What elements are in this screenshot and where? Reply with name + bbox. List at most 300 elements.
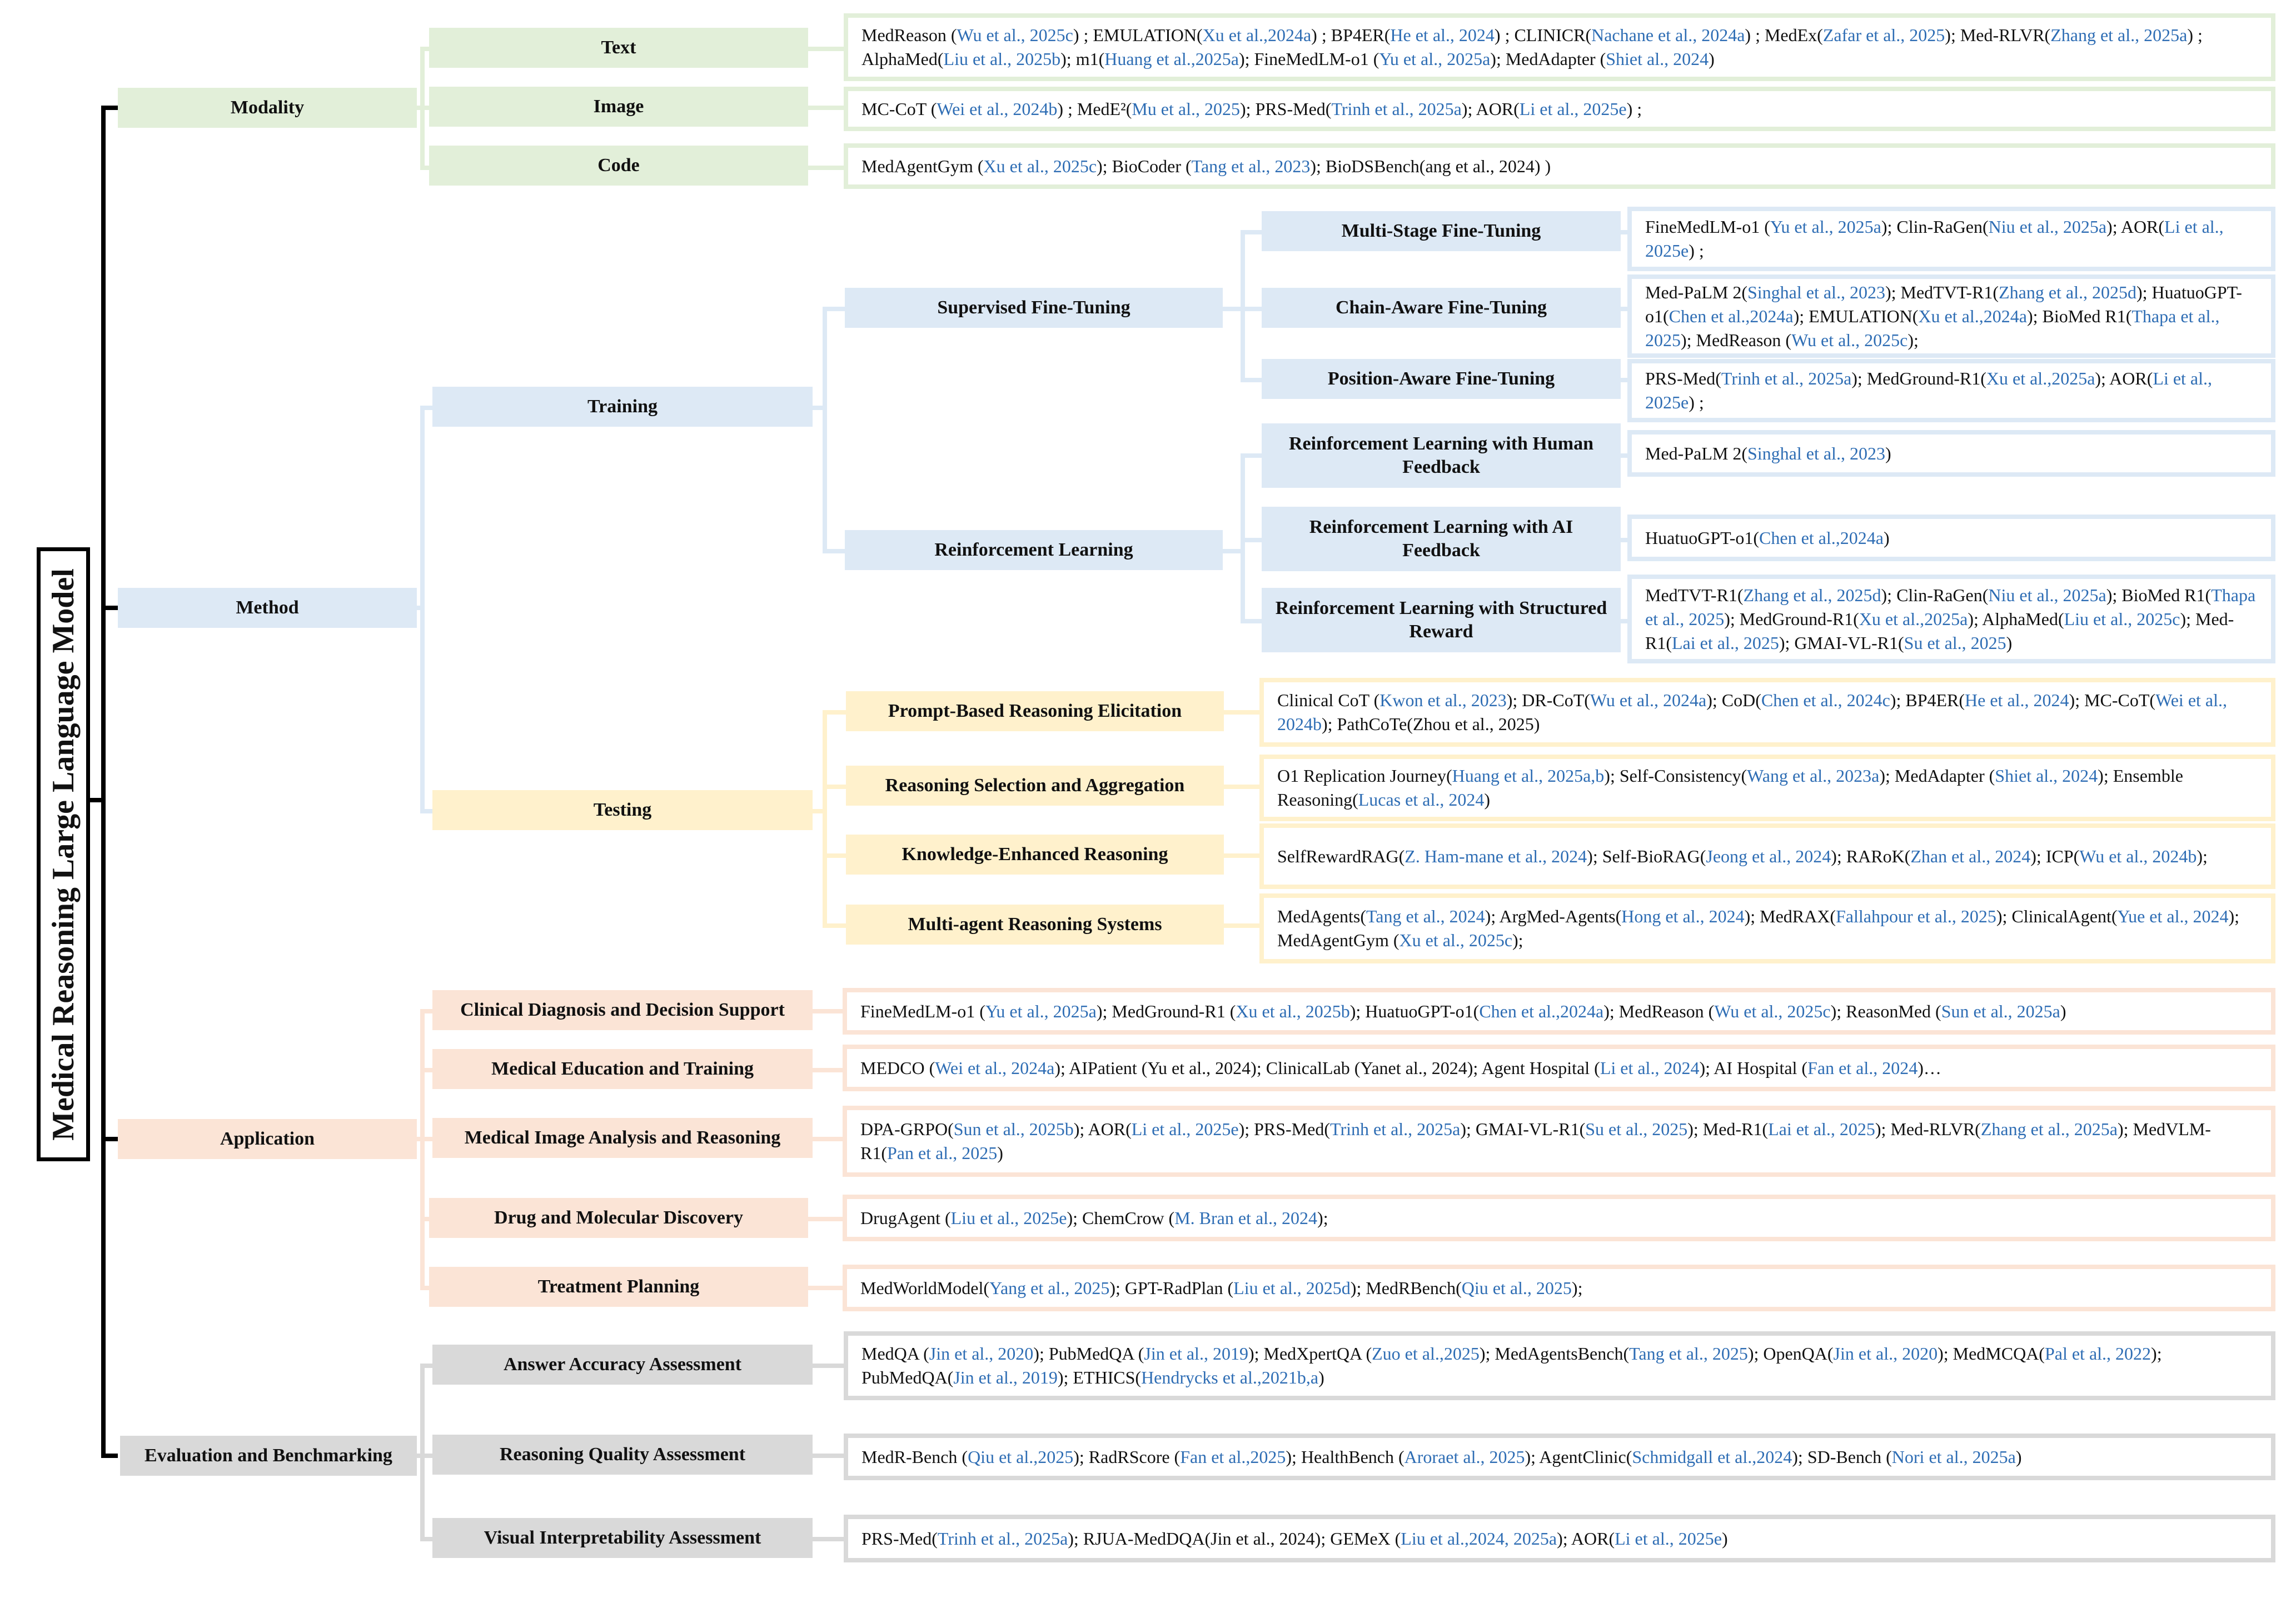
reference-text: ); CoD( xyxy=(1706,690,1761,710)
testing-branch-knowledge xyxy=(823,853,847,858)
citation-link: Wu et al., 2025c xyxy=(1714,1001,1831,1021)
citation-link: Jin et al., 2020 xyxy=(929,1344,1034,1364)
knowledge-refs xyxy=(1277,845,2258,868)
reference-text: ); m1( xyxy=(1060,49,1105,69)
spine-to-evaluation xyxy=(101,1454,118,1458)
rl-node xyxy=(845,530,1223,570)
reference-text: ); Ensemble Reasoning( xyxy=(1277,766,2183,810)
application-label: Application xyxy=(220,1128,315,1149)
citation-link: Kwon et al., 2023 xyxy=(1379,690,1507,710)
multi-stage-refs-box xyxy=(1627,207,2275,271)
testing-label: Testing xyxy=(593,800,652,820)
reference-text: ); ClinicalAgent( xyxy=(1996,906,2118,926)
reference-text: ); RJUA-MedDQA(Jin et al., 2024); GEMeX ( xyxy=(1068,1528,1401,1549)
citation-link: Huang et al., 2025a,b xyxy=(1452,766,1605,786)
citation-link: Xu et al.,2024a xyxy=(1918,306,2027,326)
testing-branch-line xyxy=(823,710,827,928)
citation-link: Tang et al., 2024 xyxy=(1366,906,1485,926)
reference-text: ); RadRScore ( xyxy=(1073,1446,1181,1467)
reference-text: ); RARoK( xyxy=(1831,846,1911,866)
prompt-label: Prompt-Based Reasoning Elicitation xyxy=(888,701,1182,721)
citation-link: Aroraet al., 2025 xyxy=(1404,1446,1525,1467)
reference-text: ); MedReason ( xyxy=(1681,329,1792,350)
reference-text: MEDCO ( xyxy=(860,1057,935,1078)
root-label: Medical Reasoning Large Language Model xyxy=(46,568,81,1141)
reference-text: MedTVT-R1( xyxy=(1645,585,1744,605)
reference-text: ); MedAgentGym ( xyxy=(1277,906,2240,950)
rlhf-label: Reinforcement Learning with Human Feedback xyxy=(1288,433,1594,477)
citation-link: Zhang et al., 2025d xyxy=(1999,282,2136,302)
image-refs xyxy=(861,97,2258,121)
citation-link: Z. Ham-mane et al., 2024 xyxy=(1405,846,1587,866)
testing-branch-multiagent xyxy=(823,923,847,928)
structured-refs-box xyxy=(1627,575,2275,663)
citation-link: Singhal et al., 2023 xyxy=(1747,443,1885,463)
evaluation-node xyxy=(120,1436,417,1476)
sft-branch-multi xyxy=(1241,230,1263,234)
citation-link: Yu et al., 2025a xyxy=(1379,49,1491,69)
citation-link: Xu et al.,2025a xyxy=(1859,608,1968,629)
visual-label: Visual Interpretability Assessment xyxy=(484,1527,761,1548)
citation-link: Nori et al., 2025a xyxy=(1891,1446,2016,1467)
sft-branch-line xyxy=(1241,230,1245,382)
reference-text: ); Self-Consistency( xyxy=(1604,766,1747,786)
drug-node xyxy=(429,1198,808,1238)
citation-link: Niu et al., 2025a xyxy=(1988,585,2106,605)
citation-link: Trinh et al., 2025a xyxy=(1330,1119,1461,1139)
image-label: Image xyxy=(593,96,644,117)
training-branch-rl xyxy=(823,549,846,553)
clinical-label: Clinical Diagnosis and Decision Support xyxy=(460,1000,785,1020)
position-aware-label: Position-Aware Fine-Tuning xyxy=(1327,368,1555,389)
citation-link: Liu et al., 2025c xyxy=(2064,608,2180,629)
reference-text: ); ICP( xyxy=(2030,846,2080,866)
reference-text: ); MedRBench( xyxy=(1350,1277,1462,1298)
rlhf-refs xyxy=(1645,442,2258,466)
reference-text: FineMedLM-o1 ( xyxy=(1645,217,1770,237)
training-branch-sft xyxy=(823,307,846,311)
reference-text: ); AlphaMed( xyxy=(1968,608,2064,629)
selection-node xyxy=(846,766,1224,806)
reference-text: ); xyxy=(1512,930,1523,950)
reference-text: ) ; MedE²( xyxy=(1057,98,1132,119)
citation-link: Wei et al., 2024b xyxy=(937,98,1058,119)
reference-text: ); ArgMed-Agents( xyxy=(1485,906,1622,926)
education-node xyxy=(432,1049,813,1089)
citation-link: Zafar et al., 2025 xyxy=(1822,25,1945,45)
text-node xyxy=(429,28,808,68)
citation-link: Wu et al., 2025c xyxy=(1791,329,1908,350)
reference-text: ) xyxy=(2015,1446,2022,1467)
selection-to-refs xyxy=(1224,785,1261,789)
citation-link: Yu et al., 2025a xyxy=(1770,217,1881,237)
reference-text: ); HuatuoGPT-o1( xyxy=(1645,282,2242,326)
education-to-refs xyxy=(813,1068,844,1072)
citation-link: Fan et al.,2025 xyxy=(1180,1446,1286,1467)
reference-text: ) ; EMULATION( xyxy=(1073,25,1203,45)
reference-text: ); GMAI-VL-R1( xyxy=(1460,1119,1586,1139)
reference-text: DPA-GRPO( xyxy=(860,1119,954,1139)
reference-text: DrugAgent ( xyxy=(860,1207,951,1228)
selection-label: Reasoning Selection and Aggregation xyxy=(885,775,1185,796)
reference-text: ); ChemCrow ( xyxy=(1067,1207,1175,1228)
reference-text: ) xyxy=(1709,49,1715,69)
reference-text: HuatuoGPT-o1( xyxy=(1645,527,1760,548)
text-refs xyxy=(861,23,2258,71)
citation-link: Pan et al., 2025 xyxy=(887,1143,998,1163)
reference-text: MedAgents( xyxy=(1277,906,1366,926)
citation-link: Trinh et al., 2025a xyxy=(1721,368,1852,388)
reference-text: ); PRS-Med( xyxy=(1238,1119,1331,1139)
position-aware-refs-box xyxy=(1627,359,2275,422)
reference-text: ); BioMed R1( xyxy=(2106,585,2212,605)
visual-refs-box xyxy=(844,1515,2275,1562)
citation-link: Wu et al., 2025c xyxy=(957,25,1073,45)
sft-label: Supervised Fine-Tuning xyxy=(937,297,1130,318)
image-analysis-label: Medical Image Analysis and Reasoning xyxy=(464,1127,781,1148)
citation-link: Thapa et al., 2025 xyxy=(1645,585,2256,629)
text-to-refs xyxy=(808,47,845,51)
selection-refs-box xyxy=(1259,755,2275,821)
knowledge-refs-box xyxy=(1259,823,2275,889)
sft-node xyxy=(845,288,1223,328)
spine-to-method xyxy=(101,606,118,610)
evaluation-branch-accuracy xyxy=(420,1364,434,1368)
citation-link: Li et al., 2025e xyxy=(1645,368,2213,412)
treatment-to-refs xyxy=(808,1286,844,1290)
citation-link: Thapa et al., 2025 xyxy=(1645,306,2220,350)
reference-text: ) xyxy=(1318,1367,1324,1387)
citation-link: Liu et al., 2025d xyxy=(1233,1277,1351,1298)
reference-text: ); PRS-Med( xyxy=(1239,98,1332,119)
citation-link: Tang et al., 2023 xyxy=(1191,156,1311,176)
reference-text: ); ReasonMed ( xyxy=(1830,1001,1941,1021)
reference-text: ); MedRAX( xyxy=(1744,906,1836,926)
citation-link: Qiu et al.,2025 xyxy=(968,1446,1074,1467)
structured-label: Reinforcement Learning with Structured Reward xyxy=(1275,598,1607,642)
reference-text: ) xyxy=(1484,790,1490,810)
citation-link: Shiet al., 2024 xyxy=(1995,766,2098,786)
citation-link: Wu et al., 2024b xyxy=(2079,846,2197,866)
citation-link: Wang et al., 2023a xyxy=(1747,766,1880,786)
reference-text: ); Med-RLVR( xyxy=(1945,25,2051,45)
treatment-node xyxy=(429,1267,808,1307)
rlhf-refs-box xyxy=(1627,430,2275,477)
rl-branch-rlaif xyxy=(1241,538,1263,542)
training-label: Training xyxy=(587,396,658,417)
education-refs-box xyxy=(843,1045,2275,1091)
citation-link: Liu et al., 2025b xyxy=(943,49,1061,69)
image-analysis-to-refs xyxy=(813,1137,844,1141)
education-label: Medical Education and Training xyxy=(491,1058,754,1079)
reference-text: ); MedTVT-R1( xyxy=(1885,282,1999,302)
application-branch-clinical xyxy=(420,1009,434,1013)
citation-link: Zuo et al.,2025 xyxy=(1372,1344,1480,1364)
citation-link: Xu et al.,2024a xyxy=(1202,25,1312,45)
method-branch-line xyxy=(420,406,425,813)
citation-link: Li et al., 2025e xyxy=(1615,1528,1722,1549)
reference-text: ); MedGround-R1( xyxy=(1851,368,1986,388)
reference-text: MedQA ( xyxy=(861,1344,929,1364)
accuracy-refs xyxy=(861,1342,2258,1390)
method-node xyxy=(118,588,417,628)
clinical-refs-box xyxy=(843,988,2275,1035)
application-branch-line xyxy=(420,1009,425,1287)
citation-link: Wei et al., 2024a xyxy=(935,1057,1055,1078)
multiagent-to-refs xyxy=(1224,923,1261,928)
training-branch-line xyxy=(823,307,827,553)
method-branch-training xyxy=(420,406,434,410)
citation-link: Liu et al.,2024, 2025a xyxy=(1401,1528,1557,1549)
text-label: Text xyxy=(601,37,636,58)
testing-branch-selection xyxy=(823,785,847,789)
reference-text: ); Med-R1( xyxy=(1687,1119,1769,1139)
rl-branch-rlhf xyxy=(1241,453,1263,458)
reference-text: ) xyxy=(2006,632,2013,653)
reference-text: ); PubMedQA ( xyxy=(1033,1344,1144,1364)
citation-link: Hendrycks et al.,2021b,a xyxy=(1141,1367,1319,1387)
accuracy-to-refs xyxy=(813,1364,845,1368)
citation-link: Su et al., 2025 xyxy=(1904,632,2006,653)
accuracy-refs-box xyxy=(844,1331,2275,1400)
citation-link: Trinh et al., 2025a xyxy=(937,1528,1068,1549)
reference-text: ); AIPatient (Yu et al., 2024); ClinicalLab (Yanet al., 2024); Agent Hospital ( xyxy=(1054,1057,1600,1078)
citation-link: Hong et al., 2024 xyxy=(1621,906,1745,926)
prompt-node xyxy=(846,691,1224,731)
image-to-refs xyxy=(808,106,845,110)
drug-refs-box xyxy=(843,1195,2275,1241)
reference-text: ); BioMed R1( xyxy=(2026,306,2132,326)
citation-link: Zhang et al., 2025d xyxy=(1743,585,1881,605)
citation-link: Xu et al., 2025c xyxy=(983,156,1097,176)
reference-text: MedWorldModel( xyxy=(860,1277,990,1298)
reference-text: ); xyxy=(1907,329,1919,350)
reference-text: ); PubMedQA( xyxy=(861,1344,2162,1387)
reference-text: ); MC-CoT( xyxy=(2069,690,2156,710)
reference-text: ); BP4ER( xyxy=(1890,690,1965,710)
evaluation-branch-line xyxy=(420,1364,425,1541)
reference-text: ); EMULATION( xyxy=(1793,306,1919,326)
reference-text: ); MedMCQA( xyxy=(1938,1344,2045,1364)
citation-link: Fan et al., 2024 xyxy=(1807,1057,1918,1078)
reference-text: ) ; MedEx( xyxy=(1745,25,1823,45)
reference-text: FineMedLM-o1 ( xyxy=(860,1001,985,1021)
spine-to-modality xyxy=(101,106,118,110)
reference-text: ); MedAgentsBench( xyxy=(1479,1344,1630,1364)
reference-text: ); ETHICS( xyxy=(1057,1367,1142,1387)
reference-text: ) xyxy=(1721,1528,1728,1549)
citation-link: Wei et al., 2024b xyxy=(1277,690,2227,734)
position-aware-node xyxy=(1262,359,1621,399)
code-refs-box xyxy=(844,143,2275,189)
citation-link: Qiu et al., 2025 xyxy=(1461,1277,1572,1298)
prompt-refs-box xyxy=(1259,678,2275,747)
reference-text: ); PathCoTe(Zhou et al., 2025) xyxy=(1322,714,1540,734)
chain-aware-refs-box xyxy=(1627,274,2275,358)
reference-text: ); BioDSBench(ang et al., 2024) ) xyxy=(1310,156,1551,176)
citation-link: Jeong et al., 2024 xyxy=(1706,846,1831,866)
citation-link: Fallahpour et al., 2025 xyxy=(1835,906,1996,926)
multi-stage-refs xyxy=(1645,215,2258,263)
reference-text: ); GMAI-VL-R1( xyxy=(1779,632,1904,653)
root-node xyxy=(37,547,90,1161)
chain-aware-refs xyxy=(1645,281,2258,352)
reference-text: ); OpenQA( xyxy=(1747,1344,1834,1364)
citation-link: Xu et al., 2025c xyxy=(1399,930,1513,950)
citation-link: Lucas et al., 2024 xyxy=(1358,790,1485,810)
citation-link: Tang et al., 2025 xyxy=(1629,1344,1748,1364)
rlaif-node xyxy=(1262,507,1621,571)
citation-link: Yang et al., 2025 xyxy=(989,1277,1110,1298)
reference-text: ); xyxy=(1571,1277,1583,1298)
quality-refs-box xyxy=(844,1434,2275,1480)
reference-text: ); Med-RLVR( xyxy=(1875,1119,1981,1139)
reference-text: MedR-Bench ( xyxy=(861,1446,968,1467)
reference-text: ); MedXpertQA ( xyxy=(1248,1344,1372,1364)
prompt-to-refs xyxy=(1224,710,1261,715)
reference-text: ); Clin-RaGen( xyxy=(1881,217,1989,237)
citation-link: Xu et al.,2025a xyxy=(1986,368,2095,388)
testing-node xyxy=(432,790,813,830)
quality-node xyxy=(432,1435,813,1475)
chain-aware-label: Chain-Aware Fine-Tuning xyxy=(1335,297,1547,318)
rl-label: Reinforcement Learning xyxy=(934,540,1133,560)
citation-link: Huang et al.,2025a xyxy=(1104,49,1239,69)
image-node xyxy=(429,87,808,127)
spine-to-application xyxy=(101,1137,118,1141)
citation-link: Shiet al., 2024 xyxy=(1606,49,1709,69)
reference-text: PRS-Med( xyxy=(861,1528,938,1549)
reference-text: ); xyxy=(1317,1207,1328,1228)
application-node xyxy=(118,1119,417,1159)
reference-text: ); Med-R1( xyxy=(1645,608,2234,653)
knowledge-to-refs xyxy=(1224,853,1261,858)
citation-link: Zhang et al., 2025a xyxy=(1980,1119,2118,1139)
drug-refs xyxy=(860,1206,2258,1230)
quality-to-refs xyxy=(813,1454,845,1458)
training-node xyxy=(432,387,813,427)
rl-branch-structured xyxy=(1241,619,1263,623)
reference-text: ); MedAdapter ( xyxy=(1879,766,1995,786)
citation-link: Pal et al., 2022 xyxy=(2044,1344,2151,1364)
reference-text: ); Self-BioRAG( xyxy=(1587,846,1706,866)
modality-label: Modality xyxy=(230,97,305,118)
citation-link: Nachane et al., 2024a xyxy=(1591,25,1745,45)
knowledge-label: Knowledge-Enhanced Reasoning xyxy=(902,844,1168,865)
chain-aware-node xyxy=(1262,288,1621,328)
code-to-refs xyxy=(808,166,845,170)
reference-text: ) xyxy=(997,1143,1003,1163)
reference-text: Med-PaLM 2( xyxy=(1645,282,1747,302)
reference-text: ) ; BP4ER( xyxy=(1311,25,1391,45)
reference-text: ); MedAdapter ( xyxy=(1490,49,1606,69)
testing-branch-prompt xyxy=(823,710,847,715)
method-branch-testing xyxy=(420,809,434,813)
citation-link: Mu et al., 2025 xyxy=(1132,98,1240,119)
treatment-refs-box xyxy=(843,1265,2275,1311)
modality-node xyxy=(118,88,417,128)
reference-text: ) ; xyxy=(1626,98,1642,119)
citation-link: Sun et al., 2025b xyxy=(953,1119,1074,1139)
structured-node xyxy=(1262,588,1621,652)
image-analysis-refs-box xyxy=(843,1106,2275,1177)
citation-link: Chen et al., 2024c xyxy=(1761,690,1890,710)
reference-text: ) xyxy=(2060,1001,2066,1021)
citation-link: He et al., 2024 xyxy=(1965,690,2069,710)
citation-link: Chen et al.,2024a xyxy=(1759,527,1884,548)
reference-text: ) ; xyxy=(1689,241,1704,261)
citation-link: Chen et al.,2024a xyxy=(1669,306,1794,326)
citation-link: He et al., 2024 xyxy=(1390,25,1495,45)
citation-link: Singhal et al., 2023 xyxy=(1747,282,1885,302)
reference-text: ); HuatuoGPT-o1( xyxy=(1349,1001,1480,1021)
citation-link: Jin et al., 2020 xyxy=(1833,1344,1938,1364)
reference-text: MedAgentGym ( xyxy=(861,156,984,176)
visual-refs xyxy=(861,1527,2258,1551)
reference-text: MC-CoT ( xyxy=(861,98,937,119)
clinical-node xyxy=(432,990,813,1030)
citation-link: Zhan et al., 2024 xyxy=(1910,846,2031,866)
reference-text: ); AOR( xyxy=(2095,368,2153,388)
citation-link: Liu et al., 2025e xyxy=(950,1207,1067,1228)
selection-refs xyxy=(1277,764,2258,812)
reference-text: ); MedGround-R1 ( xyxy=(1096,1001,1236,1021)
method-label: Method xyxy=(236,597,299,618)
image-analysis-node xyxy=(432,1118,813,1158)
reference-text: ) xyxy=(1883,527,1890,548)
citation-link: Lai et al., 2025 xyxy=(1768,1119,1875,1139)
citation-link: Li et al., 2025e xyxy=(1645,217,2224,261)
citation-link: Niu et al., 2025a xyxy=(1988,217,2107,237)
citation-link: Xu et al., 2025b xyxy=(1236,1001,1350,1021)
rlhf-node xyxy=(1262,423,1621,488)
application-branch-image xyxy=(420,1137,434,1141)
reference-text: )… xyxy=(1918,1057,1941,1078)
rlaif-refs-box xyxy=(1627,515,2275,561)
citation-link: Jin et al., 2019 xyxy=(953,1367,1058,1387)
citation-link: Sun et al., 2025a xyxy=(1941,1001,2060,1021)
reference-text: ); AOR( xyxy=(2106,217,2165,237)
citation-link: Li et al., 2025e xyxy=(1519,98,1627,119)
reference-text: ); HealthBench ( xyxy=(1286,1446,1405,1467)
reference-text: Med-PaLM 2( xyxy=(1645,443,1747,463)
reference-text: SelfRewardRAG( xyxy=(1277,846,1405,866)
root-spine xyxy=(101,106,106,1458)
citation-link: Schmidgall et al.,2024 xyxy=(1632,1446,1792,1467)
citation-link: Li et al., 2025e xyxy=(1131,1119,1239,1139)
citation-link: Lai et al., 2025 xyxy=(1672,632,1779,653)
drug-to-refs xyxy=(808,1217,844,1221)
sft-branch-position xyxy=(1241,378,1263,382)
citation-link: Su et al., 2025 xyxy=(1585,1119,1688,1139)
reference-text: ); GPT-RadPlan ( xyxy=(1109,1277,1234,1298)
quality-label: Reasoning Quality Assessment xyxy=(499,1444,746,1465)
reference-text: ) ; CLINICR( xyxy=(1494,25,1592,45)
citation-link: Jin et al., 2019 xyxy=(1144,1344,1248,1364)
rlaif-refs xyxy=(1645,526,2258,550)
reference-text: Clinical CoT ( xyxy=(1277,690,1380,710)
reference-text: ); xyxy=(2197,846,2208,866)
education-refs xyxy=(860,1056,2258,1080)
clinical-to-refs xyxy=(813,1009,844,1013)
multiagent-refs xyxy=(1277,905,2258,952)
evaluation-branch-quality xyxy=(420,1454,434,1458)
prompt-refs xyxy=(1277,688,2258,736)
citation-link: Zhang et al., 2025a xyxy=(2050,25,2188,45)
reference-text: ); AOR( xyxy=(1073,1119,1132,1139)
multiagent-node xyxy=(846,905,1224,945)
citation-link: Yu et al., 2025a xyxy=(985,1001,1097,1021)
